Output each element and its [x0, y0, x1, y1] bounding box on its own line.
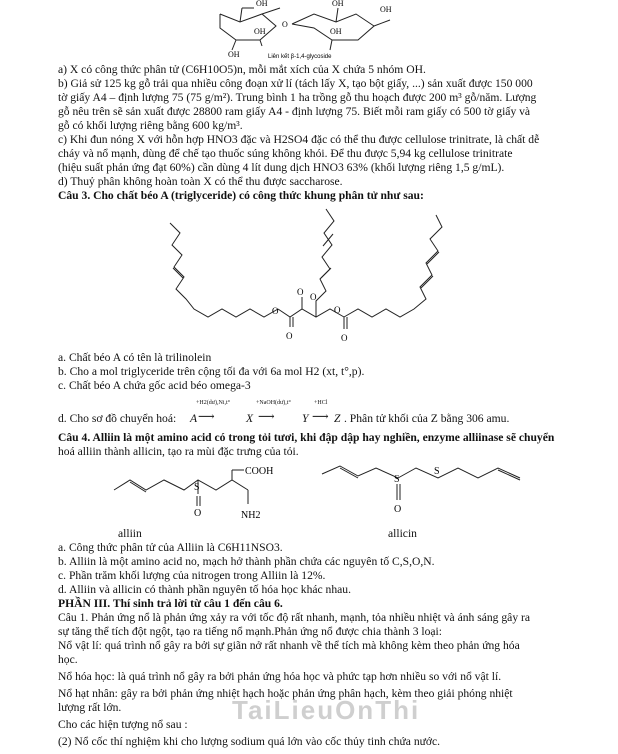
watermark: TaiLieuOnThi: [232, 695, 421, 725]
arrow-icon: ⟶: [312, 410, 329, 423]
text-line: sự tăng thể tích đột ngột, tạo ra tiếng nổ mạnh.Phản ứng nổ được chia thành 3 loại:: [58, 625, 442, 638]
oxygen-label: O: [194, 508, 202, 519]
answer-option: c. Phần trăm khối lượng của nitrogen trong Alliin là 12%.: [58, 569, 326, 582]
oh-label: OH: [256, 0, 268, 8]
text-line: (2) Nổ cốc thí nghiệm khi cho lượng sodium quá lớn vào cốc thủy tinh chứa nước.: [58, 735, 441, 748]
oh-label: OH: [330, 27, 342, 36]
o-label: O: [310, 292, 317, 302]
arrow-icon: ⟶: [198, 410, 215, 423]
question-text: Câu 4. Alliin là một amino acid có trong tỏi tươi, khi đập dập hay nghiền, enzyme alliinase sẽ chuyển: [58, 431, 555, 444]
scheme-y: Y: [302, 412, 309, 425]
text-line: hoá alliin thành allicin, tạo ra mùi đặc trưng của tỏi.: [58, 445, 299, 458]
text-line: (hiệu suất phản ứng đạt 60%) cần dùng 4 lít dung dịch HNO3 63% (khối lượng riêng 1,5 g/mL).: [58, 161, 505, 174]
o-label: O: [272, 306, 279, 316]
o-label: O: [334, 305, 341, 315]
o-label: O: [282, 20, 288, 29]
question-text: Câu 1. Phản ứng nổ là phản ứng xảy ra với tốc độ rất nhanh, mạnh, tỏa nhiều nhiệt và ánh sáng gây ra: [58, 611, 531, 624]
nh2-label: NH2: [241, 510, 261, 521]
answer-option: d. Alliin và allicin có thành phần nguyên tố hóa học khác nhau.: [58, 583, 351, 596]
text-line: tờ giấy A4 – định lượng 75 (75 g/m²). Trung bình 1 ha trồng gỗ thu hoạch được 200 m³ gỗ/năm. Lượng: [58, 91, 537, 104]
oh-label: OH: [380, 5, 392, 14]
answer-option: d. Cho sơ đồ chuyển hoá:: [58, 412, 177, 425]
answer-option: b. Alliin là một amino acid no, mạch hở thành phần chứa các nguyên tố C,S,O,N.: [58, 555, 435, 568]
cellulose-structure-figure: [180, 0, 460, 62]
scheme-a: A: [190, 412, 198, 425]
oh-label: OH: [228, 50, 240, 59]
text-line: a) X có công thức phân tử (C6H10O5)n, mỗi mắt xích của X chứa 5 nhóm OH.: [58, 63, 426, 76]
text-line: gỗ nêu trên sẽ sản xuất được 28800 ram giấy A4 - định lượng 75. Biết mỗi ram giấy có 500 tờ giấy và: [58, 105, 531, 118]
answer-option: a. Chất béo A có tên là trilinolein: [58, 351, 212, 364]
text-line: cháy và nổ mạnh, dùng để chế tạo thuốc súng không khói. Để thu được 5,94 kg cellulose trinitrate: [58, 147, 513, 160]
text-line: học.: [58, 653, 78, 666]
text-line: d) Thuỷ phân không hoàn toàn X có thể thu được saccharose.: [58, 175, 343, 188]
cooh-label: COOH: [245, 466, 274, 477]
question-heading: [58, 431, 554, 444]
o-label: O: [286, 331, 293, 341]
answer-option: b. Cho a mol triglyceride trên cộng tối đa với 6a mol H2 (xt, t°,p).: [58, 365, 365, 378]
text-line: Nổ hạt nhân: gây ra bởi phản ứng nhiệt hạch hoặc phản ứng phân hạch, kèm theo giải phóng nhiệt: [58, 687, 513, 700]
glycoside-caption: Liên kết β-1,4-glycoside: [268, 54, 332, 60]
arrow-icon: ⟶: [258, 410, 275, 423]
section-heading: PHẦN III. Thí sinh trả lời từ câu 1 đến câu 6.: [58, 597, 283, 610]
scheme-reagent: +H2(dư),Ni,t°: [196, 400, 231, 406]
text-line: lượng rất lớn.: [58, 701, 122, 714]
triglyceride-structure: [150, 205, 480, 347]
sulfur-label: S: [194, 482, 200, 493]
scheme-reagent: +HCl: [314, 400, 328, 406]
answer-option: a. Công thức phân tử của Alliin là C6H11NSO3.: [58, 541, 283, 554]
text-line: b) Giả sử 125 kg gỗ trải qua nhiều công đoạn xử lí (tách lấy X, tạo bột giấy, ...) sản xuất được 150 000: [58, 77, 533, 90]
text-line: Nổ hóa học: là quá trình nổ gây ra bởi phản ứng hóa học và phức tạp hơn nhiều so với nổ vật lí.: [58, 670, 502, 683]
oh-label: OH: [254, 27, 266, 36]
text-line: . Phân tử khối của Z bằng 306 amu.: [344, 412, 510, 425]
text-line: gỗ có khối lượng riêng bằng 600 kg/m³.: [58, 119, 243, 132]
question-heading: Câu 3. Cho chất béo A (triglyceride) có công thức khung phân tử như sau:: [58, 189, 424, 202]
text-line: Cho các hiện tượng nổ sau :: [58, 718, 188, 731]
sulfur-label: S: [434, 466, 440, 477]
text-line: Nổ vật lí: quá trình nổ gây ra bởi sự giãn nở rất nhanh về thể tích mà không kèm theo phản ứng hóa: [58, 639, 520, 652]
allicin-name: allicin: [388, 527, 417, 540]
oh-label: OH: [332, 0, 344, 8]
o-label: O: [341, 333, 348, 343]
scheme-reagent: +NaOH(dư),t°: [256, 400, 291, 406]
scheme-z: Z: [334, 412, 341, 425]
alliin-structure: [108, 460, 348, 522]
scheme-x: X: [246, 412, 254, 425]
alliin-name: alliin: [118, 527, 142, 540]
allicin-structure: [318, 460, 548, 522]
sulfur-label: S: [394, 474, 400, 485]
answer-option: c. Chất béo A chứa gốc acid béo omega-3: [58, 379, 251, 392]
oxygen-label: O: [394, 504, 402, 515]
o-label: O: [297, 287, 304, 297]
text-line: c) Khi đun nóng X với hỗn hợp HNO3 đặc và H2SO4 đặc có thể thu được cellulose trinitrate, là chất dễ: [58, 133, 540, 146]
